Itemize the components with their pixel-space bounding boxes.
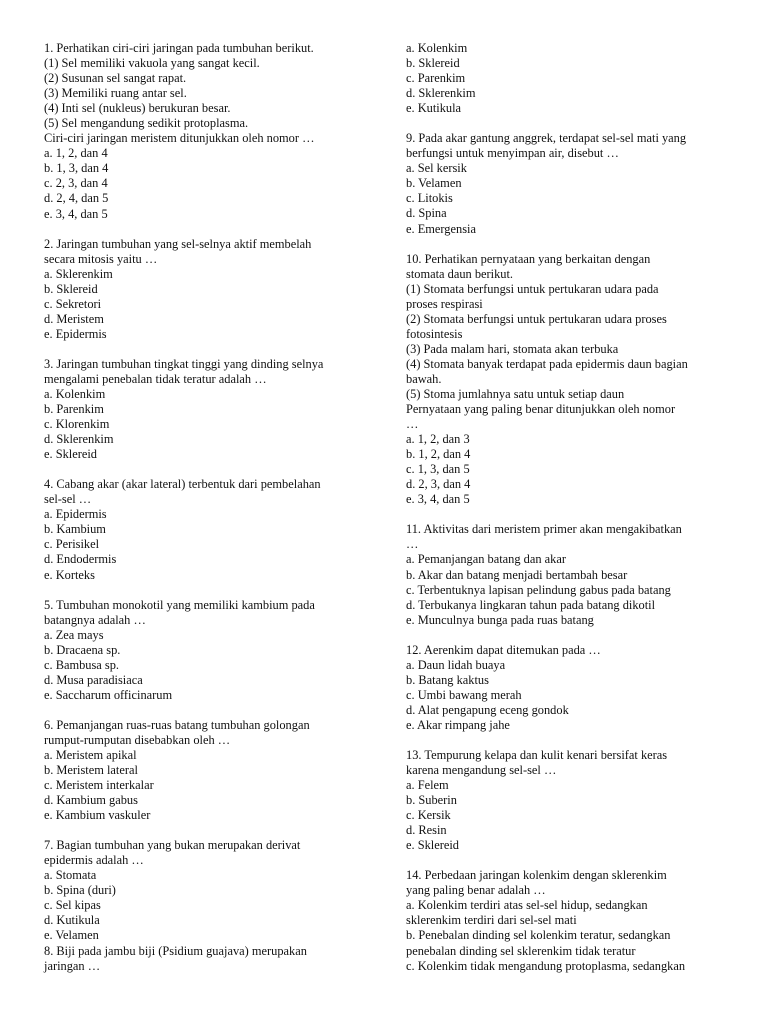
blank-line	[44, 222, 362, 237]
left-text-line: e. Kambium vaskuler	[44, 808, 151, 823]
left-text-line: 3. Jaringan tumbuhan tingkat tinggi yang dinding selnya	[44, 356, 324, 371]
left-text-line: b. Parenkim	[44, 402, 104, 417]
left-text-line: Ciri-ciri jaringan meristem ditunjukkan oleh nomor …	[44, 131, 315, 146]
right-text-line: e. 3, 4, dan 5	[406, 492, 470, 507]
right-text-line: b. Akar dan batang menjadi bertambah besar	[406, 567, 628, 582]
left-text-line: c. Bambusa sp.	[44, 657, 120, 672]
right-text-line: e. Sklereid	[406, 838, 459, 853]
left-text-line: c. Sekretori	[44, 296, 102, 311]
right-text-line: bawah.	[406, 371, 442, 386]
right-text-line: 12. Aerenkim dapat ditemukan pada …	[406, 642, 601, 657]
left-text-line: e. Epidermis	[44, 326, 107, 341]
left-text-line: 5. Tumbuhan monokotil yang memiliki kambium pada	[44, 597, 315, 612]
right-text-line: berfungsi untuk menyimpan air, disebut …	[406, 146, 619, 161]
left-text-line: d. Kutikula	[44, 913, 100, 928]
blank-line	[44, 462, 362, 477]
left-column	[44, 41, 362, 974]
right-text-line: b. 1, 2, dan 4	[406, 447, 471, 462]
left-text-line: c. Perisikel	[44, 537, 100, 552]
left-text-line: 6. Pemanjangan ruas-ruas batang tumbuhan golongan	[44, 717, 310, 732]
right-text-line: (2) Stomata berfungsi untuk pertukaran udara proses	[406, 311, 667, 326]
left-text-line: epidermis adalah …	[44, 853, 144, 868]
left-text-line: d. Kambium gabus	[44, 793, 138, 808]
left-text-line: b. 1, 3, dan 4	[44, 161, 109, 176]
blank-line	[44, 703, 362, 718]
right-text-line: c. Parenkim	[406, 71, 466, 86]
right-text-line: yang paling benar adalah …	[406, 883, 546, 898]
left-text-line: (5) Sel mengandung sedikit protoplasma.	[44, 116, 249, 131]
left-text-line: a. Zea mays	[44, 627, 104, 642]
right-text-line: 10. Perhatikan pernyataan yang berkaitan dengan	[406, 251, 651, 266]
right-text-line: c. Kersik	[406, 808, 451, 823]
blank-line	[44, 342, 362, 357]
blank-line	[44, 583, 362, 598]
left-text-line: d. 2, 4, dan 5	[44, 191, 109, 206]
left-text-line: a. Sklerenkim	[44, 266, 113, 281]
left-text-line: rumput-rumputan disebabkan oleh …	[44, 732, 231, 747]
left-text-line: d. Endodermis	[44, 552, 117, 567]
left-text-line: mengalami penebalan tidak teratur adalah …	[44, 371, 267, 386]
left-text-line: c. Sel kipas	[44, 898, 101, 913]
right-text-line: d. Spina	[406, 206, 447, 221]
right-text-line: c. Kolenkim tidak mengandung protoplasma, sedangkan	[406, 958, 686, 973]
left-text-line: d. Musa paradisiaca	[44, 672, 143, 687]
blank-line	[406, 853, 726, 868]
right-text-line: c. Terbentuknya lapisan pelindung gabus pada batang	[406, 582, 671, 597]
left-text-line: a. Kolenkim	[44, 386, 106, 401]
right-text-line: b. Penebalan dinding sel kolenkim teratur, sedangkan	[406, 928, 671, 943]
right-text-line: c. 1, 3, dan 5	[406, 462, 470, 477]
left-text-line: e. 3, 4, dan 5	[44, 206, 108, 221]
left-text-line: d. Sklerenkim	[44, 432, 114, 447]
left-text-line: e. Saccharum officinarum	[44, 687, 173, 702]
left-text-line: (2) Susunan sel sangat rapat.	[44, 71, 187, 86]
right-text-line: b. Velamen	[406, 176, 462, 191]
right-text-line: …	[406, 537, 419, 552]
right-text-line: (1) Stomata berfungsi untuk pertukaran udara pada	[406, 281, 659, 296]
right-text-line: penebalan dinding sel sklerenkim tidak teratur	[406, 943, 636, 958]
right-text-line: fotosintesis	[406, 326, 463, 341]
left-text-line: a. 1, 2, dan 4	[44, 146, 108, 161]
right-text-line: e. Emergensia	[406, 221, 476, 236]
right-text-line: a. 1, 2, dan 3	[406, 432, 470, 447]
left-text-line: 1. Perhatikan ciri-ciri jaringan pada tumbuhan berikut.	[44, 41, 314, 55]
left-text-line: c. 2, 3, dan 4	[44, 176, 108, 191]
left-text-line: 2. Jaringan tumbuhan yang sel-selnya aktif membelah	[44, 236, 312, 251]
left-text-line: d. Meristem	[44, 311, 104, 326]
right-text-line: a. Pemanjangan batang dan akar	[406, 552, 566, 567]
right-text-line: a. Daun lidah buaya	[406, 657, 506, 672]
right-text-line: Pernyataan yang paling benar ditunjukkan oleh nomor	[406, 402, 676, 417]
left-text-line: e. Korteks	[44, 567, 95, 582]
left-text-line: c. Klorenkim	[44, 417, 110, 432]
right-text-line: karena mengandung sel-sel …	[406, 763, 557, 778]
right-text-line: a. Sel kersik	[406, 161, 467, 176]
right-text-line: stomata daun berikut.	[406, 266, 514, 281]
right-text-line: …	[406, 417, 419, 432]
right-text-line: b. Batang kaktus	[406, 672, 489, 687]
left-text-line: sel-sel …	[44, 492, 92, 507]
right-text-line: proses respirasi	[406, 296, 483, 311]
left-text-line: batangnya adalah …	[44, 612, 146, 627]
right-text-line: c. Litokis	[406, 191, 453, 206]
right-text-line: a. Felem	[406, 778, 449, 793]
right-text-line: (5) Stoma jumlahnya satu untuk setiap daun	[406, 386, 625, 401]
left-text-line: (4) Inti sel (nukleus) berukuran besar.	[44, 101, 231, 116]
right-text-line: 14. Perbedaan jaringan kolenkim dengan sklerenkim	[406, 868, 667, 883]
blank-line	[406, 237, 726, 252]
left-text-line: (3) Memiliki ruang antar sel.	[44, 86, 187, 101]
right-text-line: d. Resin	[406, 823, 447, 838]
right-text-line: a. Kolenkim	[406, 41, 468, 55]
left-text-line: secara mitosis yaitu …	[44, 251, 158, 266]
right-text-line: (4) Stomata banyak terdapat pada epidermis daun bagian	[406, 356, 688, 371]
right-text-line: d. Sklerenkim	[406, 86, 476, 101]
left-text-line: 8. Biji pada jambu biji (Psidium guajava) merupakan	[44, 943, 307, 958]
left-text-line: b. Spina (duri)	[44, 883, 116, 898]
left-text-line: b. Sklereid	[44, 281, 98, 296]
right-text-line: 11. Aktivitas dari meristem primer akan mengakibatkan	[406, 522, 682, 537]
left-text-line: c. Meristem interkalar	[44, 778, 154, 793]
right-text-line: c. Umbi bawang merah	[406, 687, 522, 702]
blank-line	[406, 507, 726, 522]
left-text-line: e. Sklereid	[44, 447, 97, 462]
blank-line	[406, 733, 726, 748]
left-text-line: b. Dracaena sp.	[44, 642, 121, 657]
right-text-line: 13. Tempurung kelapa dan kulit kenari bersifat keras	[406, 747, 668, 762]
right-text-line: (3) Pada malam hari, stomata akan terbuka	[406, 341, 619, 356]
right-text-line: e. Kutikula	[406, 101, 462, 116]
left-text-line: 4. Cabang akar (akar lateral) terbentuk dari pembelahan	[44, 477, 321, 492]
left-text-line: e. Velamen	[44, 928, 99, 943]
right-text-line: d. Alat pengapung eceng gondok	[406, 702, 569, 717]
right-text-line: d. 2, 3, dan 4	[406, 477, 471, 492]
right-text-line: d. Terbukanya lingkaran tahun pada batang dikotil	[406, 597, 656, 612]
right-text-line: e. Akar rimpang jahe	[406, 717, 510, 732]
right-text-line: e. Munculnya bunga pada ruas batang	[406, 612, 594, 627]
left-text-line: a. Epidermis	[44, 507, 107, 522]
blank-line	[406, 628, 726, 643]
left-text-line: b. Kambium	[44, 522, 106, 537]
left-text-line: 7. Bagian tumbuhan yang bukan merupakan derivat	[44, 838, 301, 853]
blank-line	[406, 116, 726, 131]
right-column	[406, 41, 726, 974]
left-text-line: a. Stomata	[44, 868, 97, 883]
left-text-line: a. Meristem apikal	[44, 747, 137, 762]
right-text-line: a. Kolenkim terdiri atas sel-sel hidup, sedangkan	[406, 898, 648, 913]
right-text-line: b. Suberin	[406, 793, 457, 808]
right-text-line: sklerenkim terdiri dari sel-sel mati	[406, 913, 577, 928]
left-text-line: (1) Sel memiliki vakuola yang sangat kecil.	[44, 56, 260, 71]
left-text-line: jaringan …	[44, 958, 101, 973]
left-text-line: b. Meristem lateral	[44, 763, 138, 778]
blank-line	[44, 823, 362, 838]
right-text-line: b. Sklereid	[406, 56, 460, 71]
right-text-line: 9. Pada akar gantung anggrek, terdapat sel-sel mati yang	[406, 131, 687, 146]
